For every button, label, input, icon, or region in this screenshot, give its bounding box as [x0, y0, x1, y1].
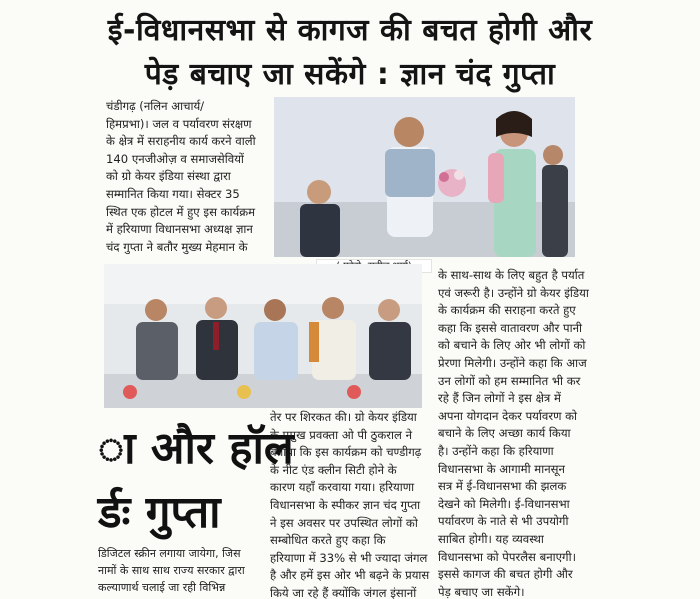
text-line: ने इस अवसर पर उपस्थित लोगों को: [270, 515, 418, 530]
text-line: पर्यावरण के नाते से भी उपयोगी: [438, 514, 569, 529]
text-line: किये जा रहे हैं क्योंकि जंगल इंसानों: [270, 585, 417, 599]
text-line: तेर पर शिरकत की। ग्रो केयर इंडिया: [270, 410, 417, 424]
text-line: बचाने के लिए अच्छा कार्य किया: [438, 426, 571, 441]
headline-line-2: पेड़ बचाए जा सकेंगे : ज्ञान चंद गुप्ता: [144, 57, 556, 92]
text-line: बताया कि इस कार्यक्रम को चण्डीगढ़: [270, 445, 422, 460]
guests-photo-illustration: [104, 264, 422, 408]
text-line: कहा कि इससे वातावरण और पानी: [438, 320, 583, 335]
text-line: हरियाणा में 33% से भी ज्यादा जंगल: [270, 550, 428, 565]
text-line: चंद गुप्ता ने बतौर मुख्य मेहमान के: [106, 239, 248, 254]
text-line: स्थित एक होटल में हुए इस कार्यक्रम: [106, 204, 256, 219]
text-line: विधानसभा के आगामी मानसून: [438, 461, 565, 476]
text-line: 140 एनजीओज़ व समाजसेवियों: [106, 151, 244, 166]
ceremony-photo: [274, 97, 575, 257]
text-line: के नीट एंड क्लीन सिटी होने के: [270, 462, 397, 477]
text-line: एवं जरूरी है। उन्होंने ग्रो केयर इंडिया: [438, 285, 589, 300]
text-line: कल्याणार्थ चलाई जा रही विभिन्न: [98, 581, 226, 594]
text-line: साबित होगी। यह व्यवस्था: [438, 531, 544, 546]
text-line: नामों के साथ साथ राज्य सरकार द्वारा: [98, 564, 245, 577]
text-line: देखने को मिलेगी। ई-विधानसभा: [438, 496, 570, 511]
text-line: इससे कागज की बचत होगी और: [438, 567, 573, 582]
text-line: चंडीगढ़ (नलिन आचार्य/: [106, 99, 205, 113]
article-column-left: [106, 98, 266, 256]
ceremony-photo-illustration: [274, 97, 575, 257]
adjacent-story-text: [98, 545, 266, 596]
article-column-middle: [270, 409, 430, 599]
text-line: को बचाने के लिए ओर भी लोगों को: [438, 338, 586, 353]
text-line: के क्षेत्र में सराहनीय कार्य करने वाली: [106, 134, 256, 149]
text-line: सम्मानित किया गया। सेक्टर 35: [106, 186, 240, 201]
text-line: रहे हैं जिन लोगों ने इस क्षेत्र में: [438, 391, 561, 406]
adjacent-story-headline-1: ा और हॉल: [98, 423, 294, 474]
text-line: को ग्रो केयर इंडिया संस्था द्वारा: [106, 169, 231, 184]
text-line: में हरियाणा विधानसभा अध्यक्ष ज्ञान: [106, 222, 253, 237]
text-line: सत्र में ई-विधानसभा की झलक: [438, 479, 567, 494]
text-line: के साथ-साथ के लिए बहुत है पर्यात: [438, 268, 585, 282]
text-line: है और हमें इस ओर भी बढ़ने के प्रयास: [270, 568, 430, 583]
text-line: के कार्यक्रम की सराहना करते हुए: [438, 303, 576, 318]
guests-photo: [104, 264, 422, 408]
text-line: के प्रमुख प्रवक्ता ओ पी ठुकराल ने: [270, 427, 413, 442]
text-line: अपना योगदान देकर पर्यावरण को: [438, 408, 578, 423]
text-line: पेड़ बचाए जा सकेंगे।: [438, 584, 525, 599]
text-line: विधानसभा के स्पीकर ज्ञान चंद गुप्ता: [270, 497, 421, 512]
article-column-right: [438, 267, 596, 599]
text-line: हिमप्रभा)। जल व पर्यावरण संरक्षण: [106, 116, 252, 131]
text-line: सम्बोधित करते हुए कहा कि: [270, 533, 386, 548]
text-line: कारण यहाँ करवाया गया। हरियाणा: [270, 480, 415, 495]
text-line: है। उन्होंने कहा कि हरियाणा: [438, 443, 554, 458]
adjacent-story-headline-2: र्डः गुप्ता: [98, 487, 221, 538]
text-line: प्रेरणा मिलेगी। उन्होंने कहा कि आज: [438, 355, 587, 370]
text-line: डिजिटल स्क्रीन लगाया जायेगा, जिस: [98, 547, 241, 560]
text-line: उन लोगों को हम सम्मानित भी कर: [438, 373, 581, 388]
text-line: विधानसभा को पेपरलैस बनाएगी।: [438, 549, 576, 564]
headline-line-1: ई-विधानसभा से कागज की बचत होगी और: [107, 13, 593, 48]
